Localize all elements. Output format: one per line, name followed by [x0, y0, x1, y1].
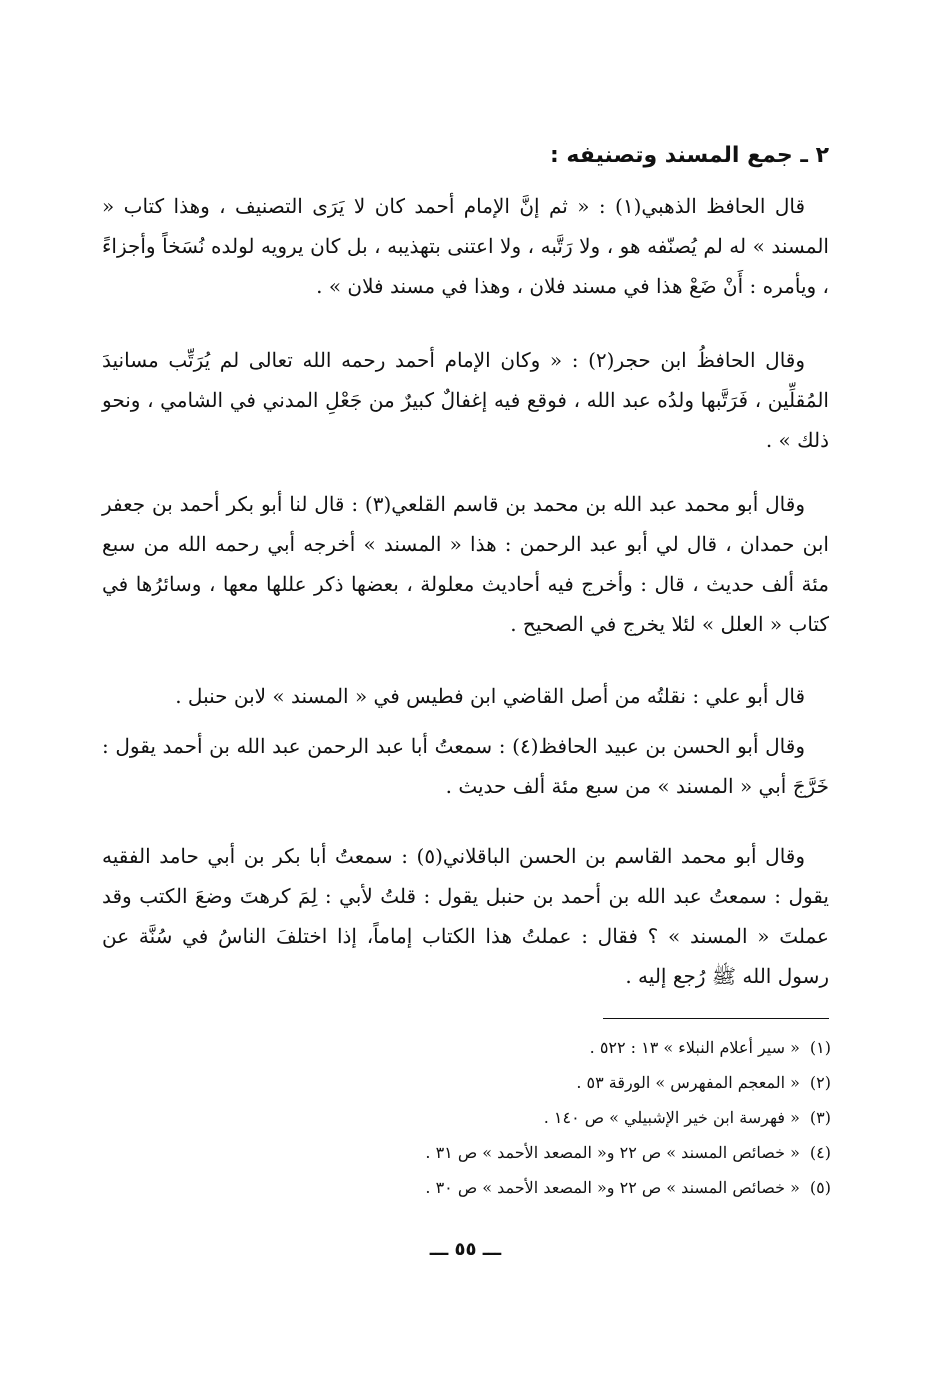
paragraph-abu-ali-note: قال أبو علي : نقلتُه من أصل القاضي ابن فطيس في « المسند » لابن حنبل .: [175, 684, 805, 708]
footnote-divider: [603, 1018, 829, 1019]
footnote-text: « فهرسة ابن خير الإشبيلي » ص ١٤٠ .: [543, 1108, 800, 1127]
footnote-item: [231, 1135, 831, 1170]
footnote-item: [231, 1100, 831, 1135]
footnote-item: [231, 1170, 831, 1205]
paragraph-dhahabi-quote: قال الحافظ الذهبي(١) : « ثم إنَّ الإمام أحمد كان لا يَرَى التصنيف ، وهذا كتاب « المسند » له لم يُصنّفه هو ، ولا رَتَّبه ، ولا اعتنى بتهذيبه ، بل كان يرويه لولده نُسَخاً وأجزاءً ، ويأمره : أَنْ ضَعْ هذا في مسند فلان ، وهذا في مسند فلان » .: [102, 194, 829, 298]
page-number: ـــ ٥٥ ـــ: [429, 1239, 502, 1260]
footnote-text: « المعجم المفهرس » الورقة ٥٣ .: [576, 1073, 800, 1092]
paragraph-qalai-report: وقال أبو محمد عبد الله بن محمد بن قاسم القلعي(٣) : قال لنا أبو بكر أحمد بن جعفر ابن حمدان ، قال لي أبو عبد الرحمن : هذا « المسند » أخرجه أبي رحمه الله من سبع مئة ألف حديث ، قال : وأخرج فيه أحاديث معلولة ، بعضها ذكر عللها معها ، وسائرُها في كتاب « العلل » لئلا يخرج في الصحيح .: [102, 492, 829, 636]
footnote-number: (١): [809, 1038, 831, 1057]
footnote-item: [231, 1030, 831, 1065]
footnotes: [231, 1030, 831, 1205]
footnote-text: « خصائص المسند » ص ٢٢ و« المصعد الأحمد » ص ٣٠ .: [425, 1178, 800, 1197]
footnote-number: (٥): [809, 1178, 831, 1197]
paragraph-ibn-ubaid-report: وقال أبو الحسن بن عبيد الحافظ(٤) : سمعتُ أبا عبد الرحمن عبد الله بن أحمد يقول : خَرَّجَ أبي « المسند » من سبع مئة ألف حديث .: [102, 734, 829, 798]
footnote-item: [231, 1065, 831, 1100]
section-heading: ٢ ـ جمع المسند وتصنيفه :: [549, 143, 829, 168]
footnote-text: « خصائص المسند » ص ٢٢ و« المصعد الأحمد » ص ٣١ .: [425, 1143, 800, 1162]
footnote-number: (٤): [809, 1143, 831, 1162]
paragraph-baqillani-report: وقال أبو محمد القاسم بن الحسن الباقلاني(٥) : سمعتُ أبا بكر بن أبي حامد الفقيه يقول : سمعتُ عبد الله بن أحمد بن حنبل يقول : قلتُ لأبي : لِمَ كرهتَ وضعَ الكتب وقد عملتَ « المسند » ؟ فقال : عملتُ هذا الكتاب إماماً، إذا اختلفَ الناسُ في سُنَّة عن رسول الله ﷺ رُجع إليه .: [102, 844, 829, 988]
footnote-text: « سير أعلام النبلاء » ١٣ : ٥٢٢ .: [589, 1038, 800, 1057]
paragraph-ibn-hajar-quote: وقال الحافظُ ابن حجر(٢) : « وكان الإمام أحمد رحمه الله تعالى لم يُرَتِّب مسانيدَ المُقلِّين ، فَرَتَّبها ولدُه عبد الله ، فوقع فيه إغفالٌ كبيرٌ من جَعْلِ المدني في الشامي ، ونحو ذلك » .: [102, 348, 829, 452]
footnote-number: (٢): [809, 1073, 831, 1092]
footnote-number: (٣): [809, 1108, 831, 1127]
